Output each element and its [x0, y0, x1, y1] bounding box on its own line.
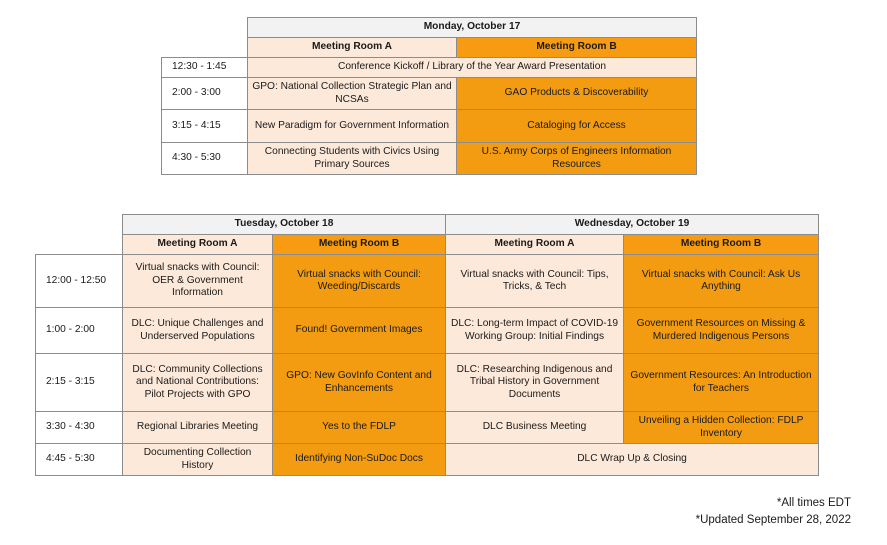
- session-cell-room-a: New Paradigm for Government Information: [248, 110, 457, 143]
- monday-day-header: Monday, October 17: [248, 18, 697, 38]
- session-cell: Virtual snacks with Council: Tips, Tricks, & Tech: [446, 255, 624, 308]
- monday-room-b-header: Meeting Room B: [457, 38, 697, 58]
- session-cell-room-b: GAO Products & Discoverability: [457, 78, 697, 110]
- session-cell: DLC: Long-term Impact of COVID-19 Working Group: Initial Findings: [446, 308, 624, 354]
- session-cell-room-a: GPO: National Collection Strategic Plan and NCSAs: [248, 78, 457, 110]
- tuesday-room-a-header: Meeting Room A: [123, 235, 273, 255]
- session-cell: Unveiling a Hidden Collection: FDLP Inventory: [624, 412, 819, 444]
- wednesday-room-b-header: Meeting Room B: [624, 235, 819, 255]
- session-cell: Virtual snacks with Council: Weeding/Discards: [273, 255, 446, 308]
- session-cell: DLC: Unique Challenges and Underserved Populations: [123, 308, 273, 354]
- session-cell: Conference Kickoff / Library of the Year Award Presentation: [248, 58, 697, 78]
- session-cell-room-b: U.S. Army Corps of Engineers Information Resources: [457, 143, 697, 175]
- corner-blank: [162, 18, 248, 38]
- wednesday-day-header: Wednesday, October 19: [446, 215, 819, 235]
- time-slot: 4:30 - 5:30: [162, 143, 248, 175]
- session-cell-room-b: Cataloging for Access: [457, 110, 697, 143]
- timezone-note: *All times EDT: [776, 497, 851, 509]
- time-slot: 2:15 - 3:15: [36, 354, 123, 412]
- session-cell: Documenting Collection History: [123, 444, 273, 476]
- time-slot: 3:15 - 4:15: [162, 110, 248, 143]
- session-cell: Found! Government Images: [273, 308, 446, 354]
- session-cell: Virtual snacks with Council: OER & Government Information: [123, 255, 273, 308]
- session-cell-wrap-up: DLC Wrap Up & Closing: [446, 444, 819, 476]
- session-cell-room-a: Connecting Students with Civics Using Primary Sources: [248, 143, 457, 175]
- time-slot: 3:30 - 4:30: [36, 412, 123, 444]
- monday-schedule-table: [161, 17, 697, 175]
- time-slot: 12:30 - 1:45: [162, 58, 248, 78]
- session-cell: DLC Business Meeting: [446, 412, 624, 444]
- session-cell: Yes to the FDLP: [273, 412, 446, 444]
- session-cell: DLC: Researching Indigenous and Tribal History in Government Documents: [446, 354, 624, 412]
- wednesday-room-a-header: Meeting Room A: [446, 235, 624, 255]
- session-cell: GPO: New GovInfo Content and Enhancements: [273, 354, 446, 412]
- session-cell: Government Resources on Missing & Murdered Indigenous Persons: [624, 308, 819, 354]
- session-cell: Regional Libraries Meeting: [123, 412, 273, 444]
- session-cell: Virtual snacks with Council: Ask Us Anything: [624, 255, 819, 308]
- time-slot: 4:45 - 5:30: [36, 444, 123, 476]
- monday-room-a-header: Meeting Room A: [248, 38, 457, 58]
- time-slot: 1:00 - 2:00: [36, 308, 123, 354]
- time-slot: 12:00 - 12:50: [36, 255, 123, 308]
- tuesday-room-b-header: Meeting Room B: [273, 235, 446, 255]
- session-cell: Identifying Non-SuDoc Docs: [273, 444, 446, 476]
- tue-wed-schedule-table: [35, 214, 819, 476]
- session-cell: Government Resources: An Introduction for Teachers: [624, 354, 819, 412]
- updated-note: *Updated September 28, 2022: [695, 514, 851, 526]
- session-cell: DLC: Community Collections and National Contributions: Pilot Projects with GPO: [123, 354, 273, 412]
- time-slot: 2:00 - 3:00: [162, 78, 248, 110]
- tuesday-day-header: Tuesday, October 18: [123, 215, 446, 235]
